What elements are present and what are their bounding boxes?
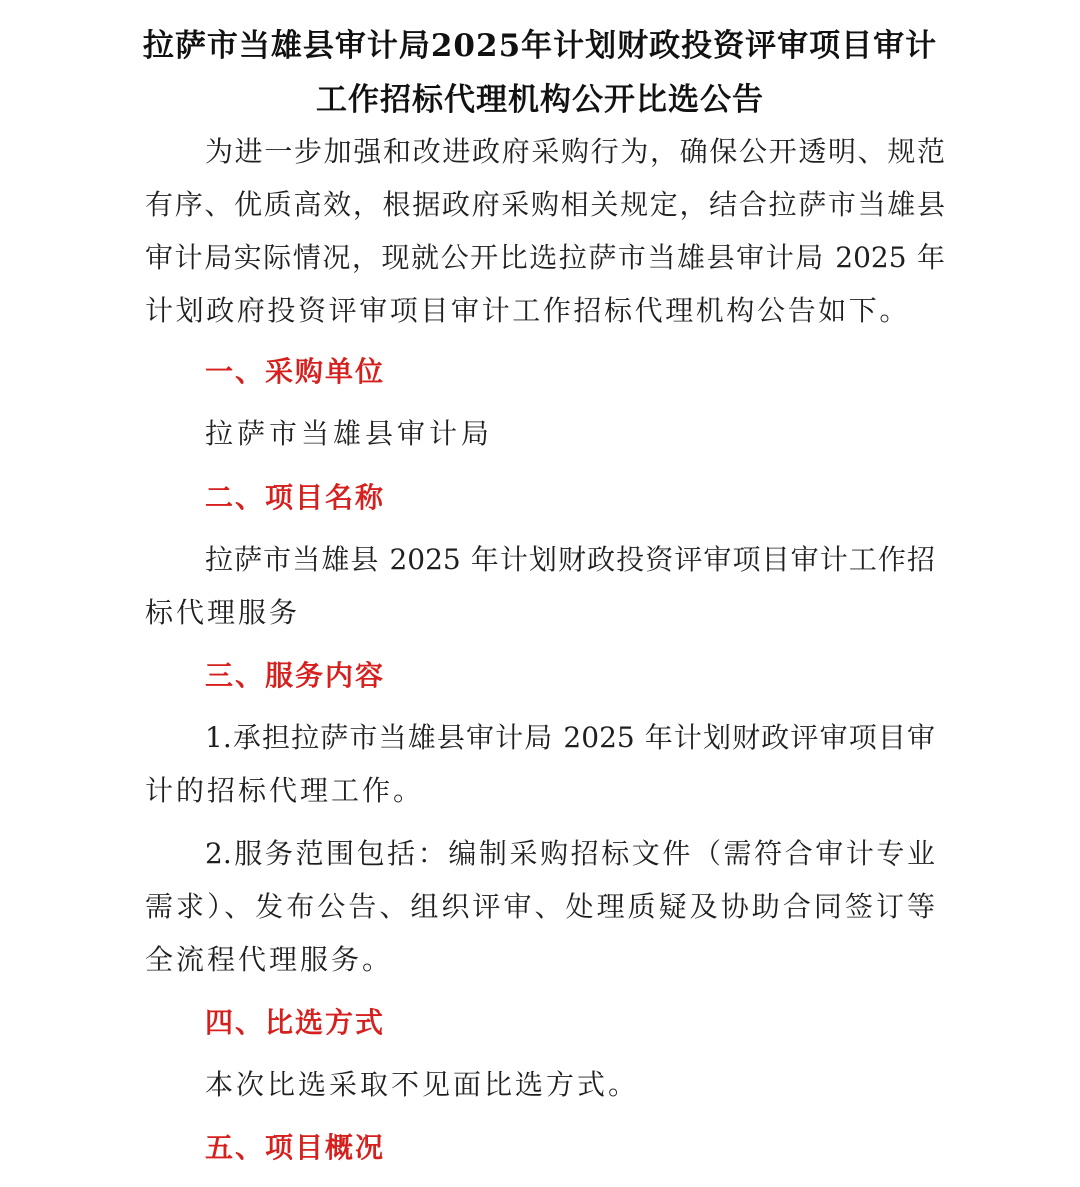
section-heading-project-overview: 五、项目概况 xyxy=(205,1131,386,1164)
document-title-line-2: 工作招标代理机构公开比选公告 xyxy=(316,82,764,118)
service-item-1-line-2: 计的招标代理工作。 xyxy=(145,774,425,807)
intro-line-1: 为进一步加强和改进政府采购行为，确保公开透明、规范 xyxy=(205,135,945,168)
selection-method-text: 本次比选采取不见面比选方式。 xyxy=(205,1068,640,1101)
service-item-2-line-2: 需求）、发布公告、组织评审、处理质疑及协助合同签订等 xyxy=(145,890,935,923)
intro-line-2: 有序、优质高效，根据政府采购相关规定，结合拉萨市当雄县 xyxy=(145,188,945,221)
section-heading-service-content: 三、服务内容 xyxy=(205,659,386,692)
intro-line-4: 计划政府投资评审项目审计工作招标代理机构公告如下。 xyxy=(145,294,911,327)
service-item-1-line-1: 1.承担拉萨市当雄县审计局 2025 年计划财政评审项目审 xyxy=(205,721,935,754)
section-heading-purchaser: 一、采购单位 xyxy=(205,355,386,388)
section-heading-project-name: 二、项目名称 xyxy=(205,481,386,514)
project-name-line-1: 拉萨市当雄县 2025 年计划财政投资评审项目审计工作招 xyxy=(205,543,935,576)
service-item-2-line-1: 2.服务范围包括：编制采购招标文件（需符合审计专业 xyxy=(205,837,935,870)
project-name-line-2: 标代理服务 xyxy=(145,596,301,629)
service-item-2-line-3: 全流程代理服务。 xyxy=(145,943,394,976)
document-title-line-1: 拉萨市当雄县审计局2025年计划财政投资评审项目审计 xyxy=(142,28,938,64)
purchaser-name: 拉萨市当雄县审计局 xyxy=(205,417,494,450)
section-heading-selection-method: 四、比选方式 xyxy=(205,1006,386,1039)
intro-line-3: 审计局实际情况，现就公开比选拉萨市当雄县审计局 2025 年 xyxy=(145,241,945,274)
